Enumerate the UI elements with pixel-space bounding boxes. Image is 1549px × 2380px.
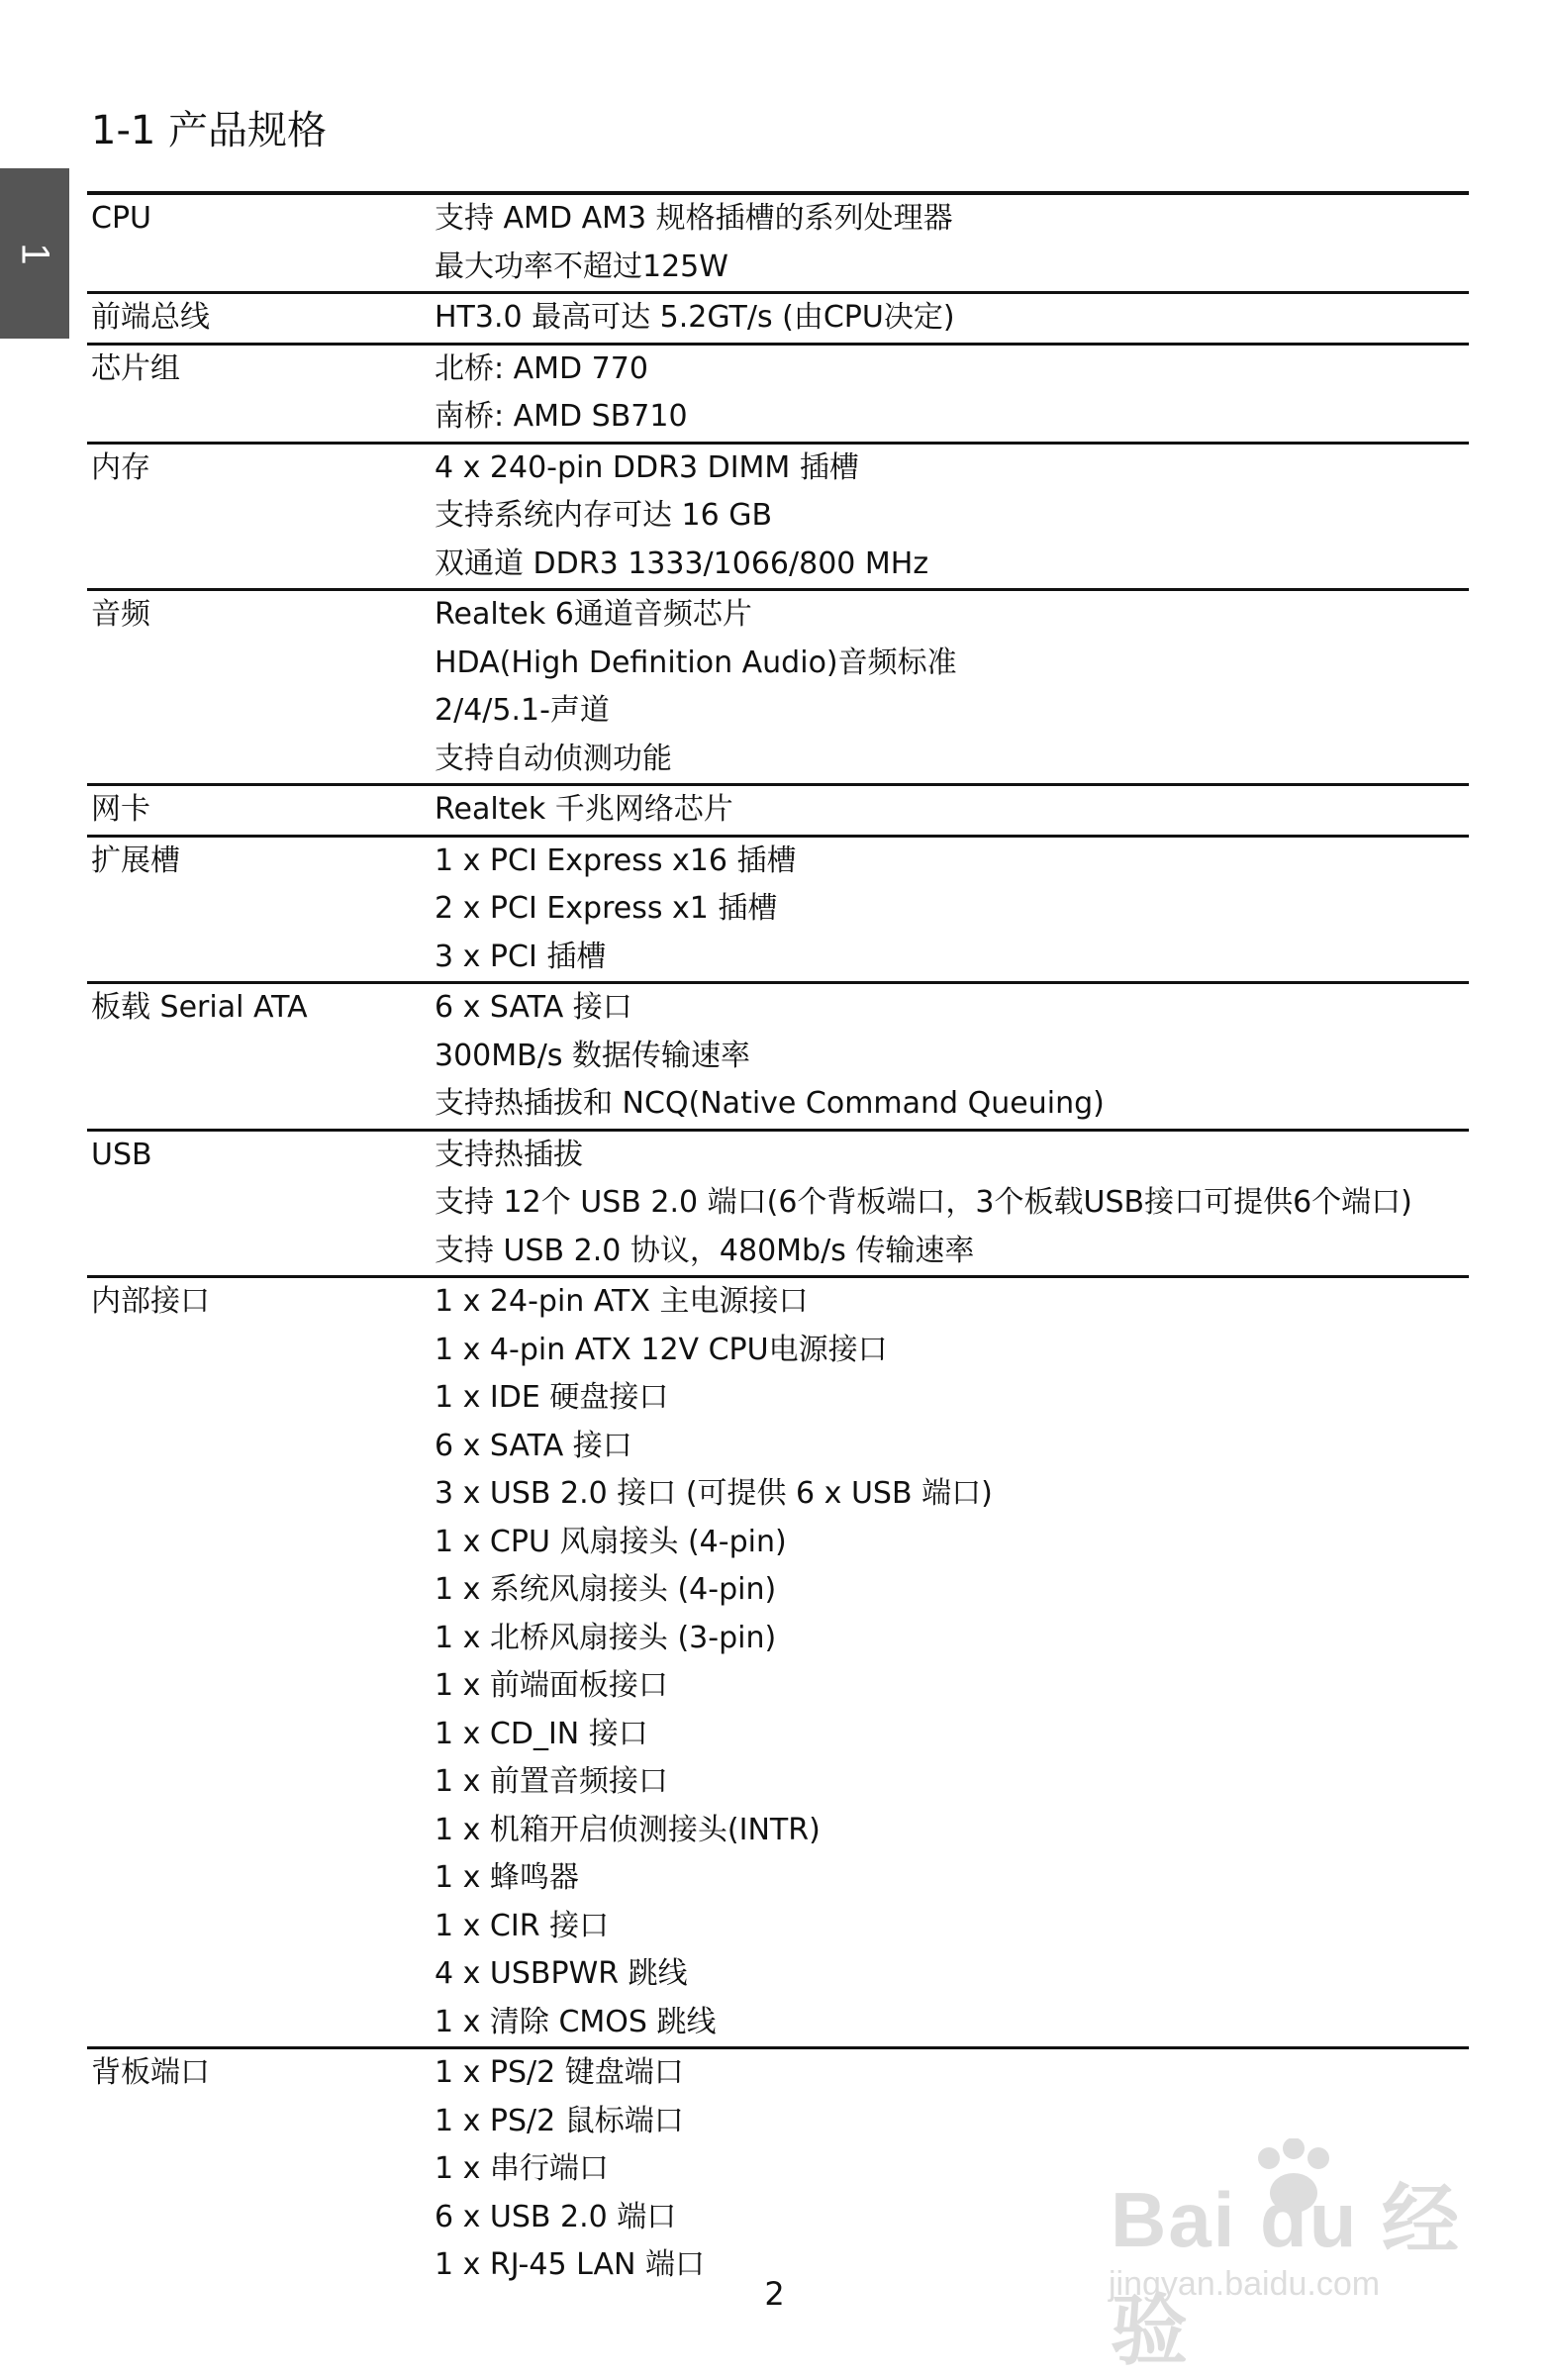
- spec-value: 南桥: AMD SB710: [435, 399, 688, 434]
- spec-row: [87, 591, 1469, 786]
- spec-value: 6 x SATA 接口: [435, 1428, 632, 1463]
- spec-label: 背板端口: [91, 2055, 210, 2090]
- spec-values: [435, 838, 1469, 982]
- spec-value: 300MB/s 数据传输速率: [435, 1038, 750, 1073]
- spec-value: 1 x 北桥风扇接头 (3-pin): [435, 1620, 777, 1655]
- spec-value: 北桥: AMD 770: [435, 350, 648, 386]
- spec-value: 1 x 清除 CMOS 跳线: [435, 2004, 717, 2039]
- spec-values: [435, 1278, 1469, 2046]
- spec-value: 双通道 DDR3 1333/1066/800 MHz: [435, 545, 929, 581]
- spec-values: [435, 195, 1469, 291]
- spec-value: Realtek 6通道音频芯片: [435, 597, 752, 632]
- spec-value: 3 x USB 2.0 接口 (可提供 6 x USB 端口): [435, 1476, 993, 1511]
- chapter-number: 1: [13, 242, 57, 265]
- spec-value: 1 x IDE 硬盘接口: [435, 1380, 669, 1415]
- spec-value: 3 x PCI 插槽: [435, 939, 607, 974]
- spec-row: [87, 786, 1469, 838]
- spec-value: 2/4/5.1-声道: [435, 693, 610, 728]
- spec-value: 6 x USB 2.0 端口: [435, 2199, 677, 2234]
- watermark-logo: Bai du 经验: [1111, 2176, 1462, 2374]
- spec-value: 1 x PS/2 键盘端口: [435, 2055, 684, 2090]
- section-title: 1-1 产品规格: [91, 108, 328, 153]
- spec-label: CPU: [91, 201, 151, 236]
- spec-value: HT3.0 最高可达 5.2GT/s (由CPU决定): [435, 300, 955, 335]
- spec-value: 1 x 4-pin ATX 12V CPU电源接口: [435, 1332, 888, 1367]
- spec-values: [435, 984, 1469, 1129]
- spec-label: 音频: [91, 597, 150, 632]
- spec-table: [87, 191, 1469, 2290]
- spec-values: [435, 786, 1469, 835]
- spec-value: 4 x 240-pin DDR3 DIMM 插槽: [435, 449, 859, 485]
- spec-label: 网卡: [91, 792, 150, 827]
- spec-values: [435, 1132, 1469, 1276]
- spec-value: HDA(High Definition Audio)音频标准: [435, 645, 957, 680]
- spec-value: 1 x 前端面板接口: [435, 1668, 668, 1703]
- spec-value: 支持热插拔和 NCQ(Native Command Queuing): [435, 1086, 1105, 1121]
- spec-values: [435, 591, 1469, 783]
- spec-values: [435, 346, 1469, 442]
- spec-value: 2 x PCI Express x1 插槽: [435, 891, 778, 926]
- spec-row: [87, 1132, 1469, 1279]
- spec-label: 内部接口: [91, 1284, 210, 1319]
- page-number: 2: [764, 2275, 785, 2313]
- spec-value: 1 x CD_IN 接口: [435, 1716, 648, 1751]
- spec-row: [87, 984, 1469, 1132]
- spec-value: 6 x SATA 接口: [435, 990, 632, 1025]
- spec-label: 内存: [91, 449, 150, 485]
- spec-value: 最大功率不超过125W: [435, 248, 728, 284]
- chapter-side-tab: [0, 168, 69, 339]
- spec-value: 支持热插拔: [435, 1137, 583, 1172]
- spec-label: 前端总线: [91, 300, 210, 335]
- spec-value: 1 x 串行端口: [435, 2151, 609, 2186]
- spec-value: 1 x RJ-45 LAN 端口: [435, 2247, 705, 2282]
- spec-values: [435, 294, 1469, 343]
- spec-value: 1 x 机箱开启侦测接头(INTR): [435, 1812, 821, 1847]
- spec-row: [87, 346, 1469, 445]
- spec-value: 1 x PS/2 鼠标端口: [435, 2103, 684, 2138]
- spec-value: 支持 AMD AM3 规格插槽的系列处理器: [435, 201, 953, 236]
- spec-value: 1 x CIR 接口: [435, 1908, 610, 1943]
- spec-value: 支持自动侦测功能: [435, 741, 672, 776]
- spec-value: 1 x CPU 风扇接头 (4-pin): [435, 1524, 787, 1559]
- spec-row: [87, 195, 1469, 294]
- spec-row: [87, 294, 1469, 346]
- spec-label: USB: [91, 1137, 152, 1172]
- spec-value: 支持系统内存可达 16 GB: [435, 498, 773, 533]
- spec-row: [87, 1278, 1469, 2049]
- spec-value: 1 x 24-pin ATX 主电源接口: [435, 1284, 809, 1319]
- baidu-watermark: [1101, 2148, 1477, 2374]
- spec-value: 4 x USBPWR 跳线: [435, 1956, 688, 1991]
- watermark-url: jingyan.baidu.com: [1109, 2265, 1381, 2303]
- spec-label: 芯片组: [91, 350, 180, 386]
- spec-value: Realtek 千兆网络芯片: [435, 792, 733, 827]
- spec-value: 1 x 系统风扇接头 (4-pin): [435, 1572, 777, 1607]
- spec-value: 1 x 蜂鸣器: [435, 1860, 579, 1895]
- spec-value: 1 x PCI Express x16 插槽: [435, 843, 797, 878]
- spec-values: [435, 445, 1469, 589]
- spec-label: 扩展槽: [91, 843, 180, 878]
- spec-label: 板载 Serial ATA: [91, 990, 308, 1025]
- spec-value: 支持 12个 USB 2.0 端口(6个背板端口，3个板载USB接口可提供6个端口): [435, 1185, 1412, 1220]
- spec-row: [87, 838, 1469, 985]
- spec-value: 1 x 前置音频接口: [435, 1764, 668, 1799]
- spec-value: 支持 USB 2.0 协议，480Mb/s 传输速率: [435, 1233, 975, 1268]
- spec-row: [87, 445, 1469, 592]
